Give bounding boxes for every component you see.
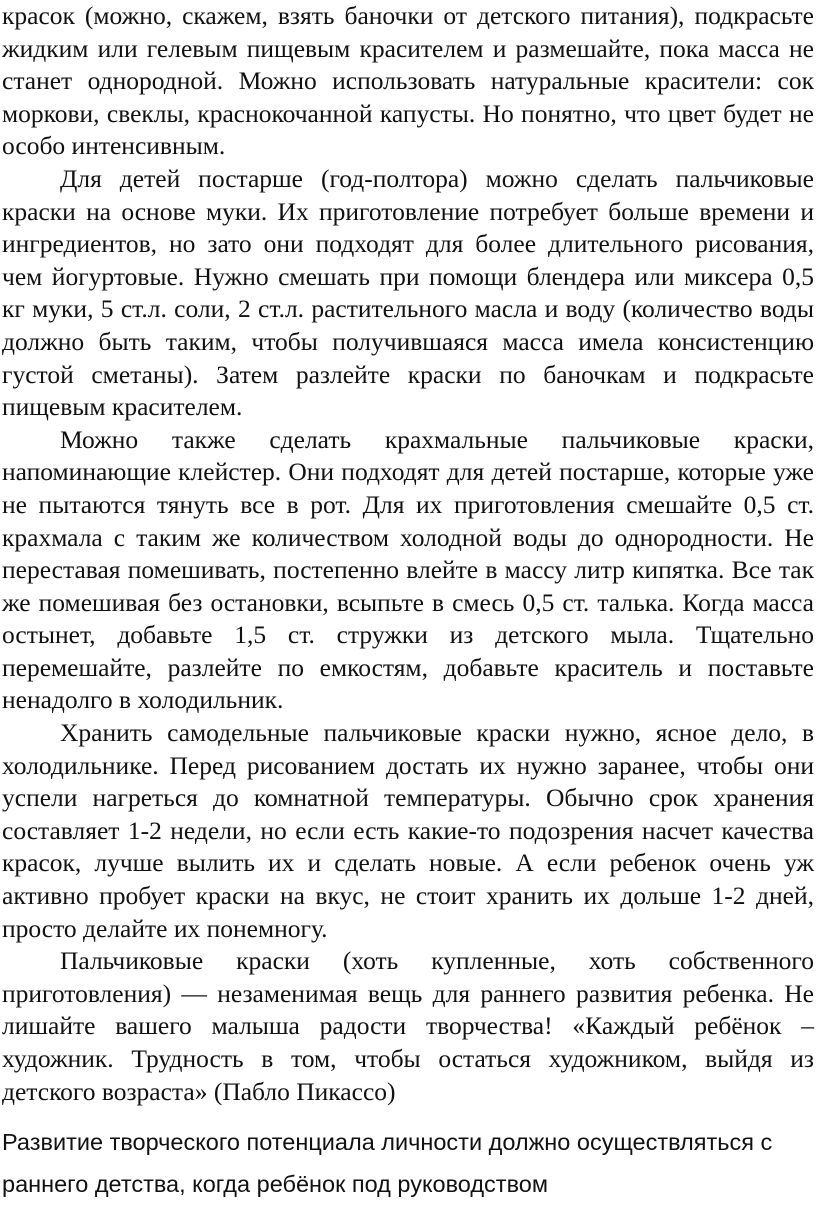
paragraph-flour-paints: Для детей постарше (год-полтора) можно сделать пальчиковые краски на основе муки. Их приготовление потребует больше времени и ингредиентов, но зато они подходят для более длительного рисования, чем йогуртовые. Нужно смешать при помощи блендера или миксера 0,5 кг муки, 5 ст.л. соли, 2 ст.л. растительного масла и воду (количество воды должно быть таким, чтобы получившаяся масса имела консистенцию густой сметаны). Затем разлейте краски по баночкам и подкрасьте пищевым красителем. bbox=[2, 163, 814, 422]
closing-paragraph: Развитие творческого потенциала личности должно осуществляться с раннего детства, когда ребёнок под руководством bbox=[2, 1129, 773, 1197]
paragraph-storage: Хранить самодельные пальчиковые краски нужно, ясное дело, в холодильнике. Перед рисованием достать их нужно заранее, чтобы они успели нагреться до комнатной температуры. Обычно срок хранения составляет 1-2 недели, но если есть какие-то подозрения насчет качества красок, лучше вылить их и сделать новые. А если ребенок очень уж активно пробует краски на вкус, не стоит хранить их дольше 1-2 дней, просто делайте их понемногу. bbox=[2, 718, 814, 943]
article-body bbox=[2, 0, 814, 1108]
paragraph-starch-paints: Можно также сделать крахмальные пальчиковые краски, напоминающие клейстер. Они подходят для детей постарше, которые уже не пытаются тянуть все в рот. Для их приготовления смешайте 0,5 ст. крахмала с таким же количеством холодной воды до однородности. Не переставая помешивать, постепенно влейте в массу литр кипятка. Все так же помешивая без остановки, всыпьте в смесь 0,5 ст. талька. Когда масса остынет, добавьте 1,5 ст. стружки из детского мыла. Тщательно перемешайте, разлейте по емкостям, добавьте краситель и поставьте ненадолго в холодильник. bbox=[2, 424, 814, 715]
closing-text bbox=[2, 1121, 814, 1205]
paragraph-continuation: красок (можно, скажем, взять баночки от детского питания), подкрасьте жидким или гелевым пищевым красителем и размешайте, пока масса не станет однородной. Можно использовать натуральные красители: сок моркови, свеклы, краснокочанной капусты. Но понятно, что цвет будет не особо интенсивным. bbox=[2, 1, 814, 161]
paragraph-conclusion: Пальчиковые краски (хоть купленные, хоть собственного приготовления) — незаменимая вещь для раннего развития ребенка. Не лишайте вашего малыша радости творчества! «Каждый ребёнок – художник. Трудность в том, чтобы остаться художником, выйдя из детского возраста» (Пабло Пикассо) bbox=[2, 946, 814, 1106]
